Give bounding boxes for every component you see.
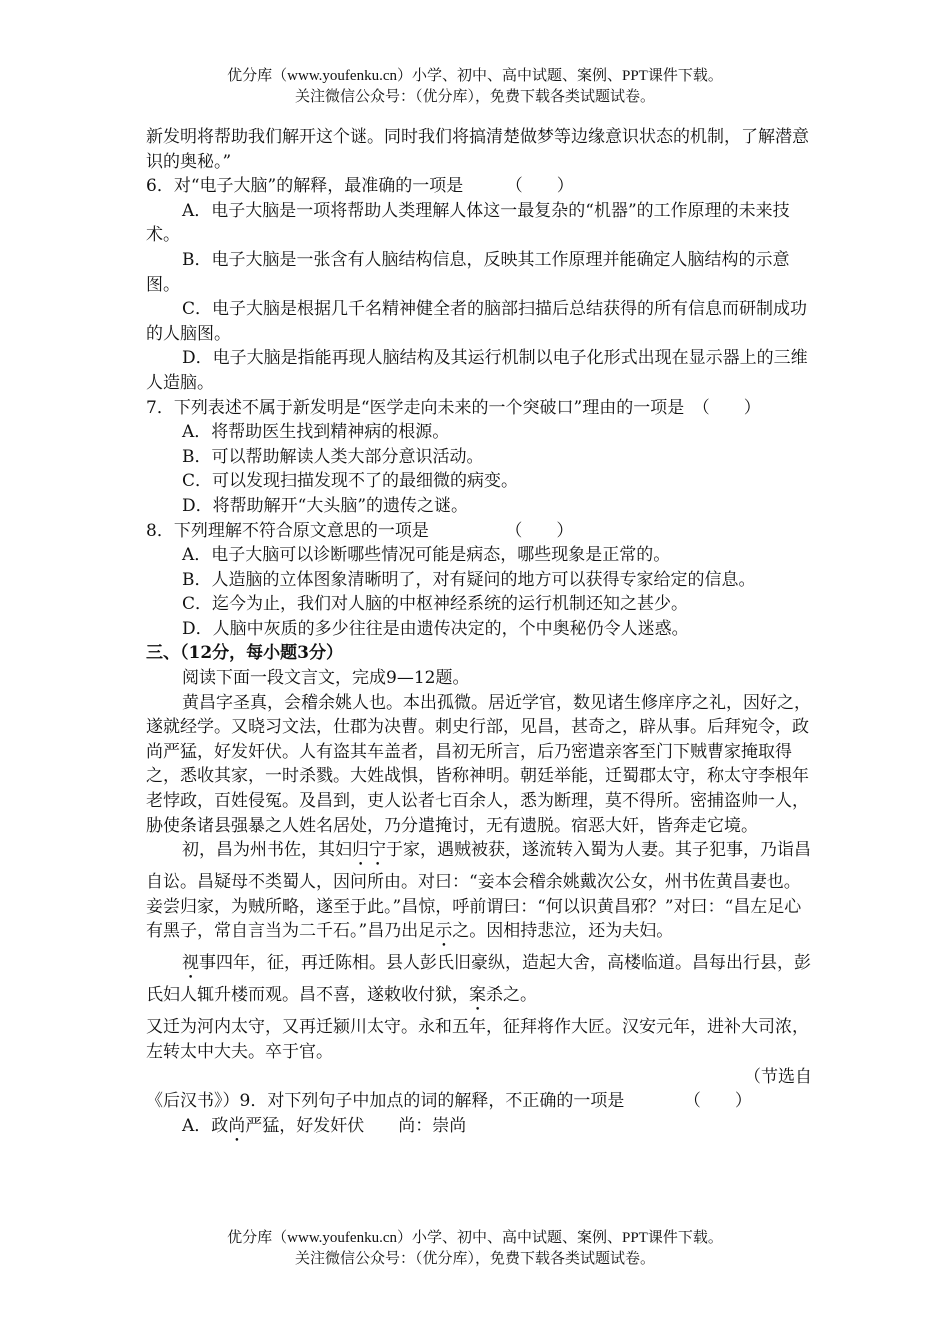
q7-option-a: A．将帮助医生找到精神病的根源。 (182, 422, 450, 443)
intro-continuation: 新发明将帮助我们解开这个谜。同时我们将搞清楚做梦等边缘意识状态的机制，了解潜意识的奥秘。” (146, 127, 809, 172)
source-book: 《后汉书》） (146, 1091, 240, 1112)
q8-option-a: A．电子大脑可以诊断哪些情况可能是病态，哪些现象是正常的。 (182, 545, 671, 566)
q7-option-d: D．将帮助解开“大头脑”的遗传之谜。 (182, 495, 469, 516)
q6-option-c: C．电子大脑是根据几千名精神健全者的脑部扫描后总结获得的所有信息而研制成功的人脑图。 (146, 299, 808, 344)
q9-stem: 9．对下列句子中加点的词的解释，不正确的一项是 （ ） (239, 1091, 752, 1112)
para3-text-c: 杀之。 (486, 985, 537, 1006)
q9-option-a (146, 1114, 812, 1146)
q9-option-a-text-a: A．政 (182, 1115, 229, 1136)
header-line-2: 关注微信公众号：（优分库），免费下载各类试题试卷。 (294, 89, 655, 105)
dotted-word-shang: 尚 (228, 1115, 246, 1136)
section-3-title: 三、（12分，每小题3分） (146, 643, 343, 664)
source-note: （节选自 (744, 1066, 812, 1087)
passage-paragraph-3 (146, 951, 812, 1015)
document-body (146, 125, 812, 1146)
dotted-word-shi: 示 (435, 921, 453, 942)
para2-text-c: 之。因相持悲泣，还为夫妇。 (452, 921, 674, 942)
q9-option-a-text-b: 严猛，好发奸伏 尚：崇尚 (245, 1115, 467, 1136)
footer-line-2: 关注微信公众号：（优分库），免费下载各类试题试卷。 (294, 1251, 655, 1267)
para3-text-b: 事四年，征，再迁陈相。县人彭氏旧豪纵，造起大舍，高楼临道。昌每出行县，彭氏妇人辄升楼而观。昌不喜，遂敕收付狱， (146, 953, 811, 1006)
para2-text-a: 初，昌为州书佐，其妇 (182, 840, 352, 861)
passage-paragraph-2 (146, 838, 812, 951)
dotted-word-shi-view: 视 (182, 953, 199, 974)
dotted-word-guining: 归宁 (352, 840, 386, 861)
q8-option-c: C．迄今为止，我们对人脑的中枢神经系统的运行机制还知之甚少。 (182, 594, 689, 615)
passage-paragraph-4: 又迁为河内太守，又再迁颍川太守。永和五年，征拜将作大匠。汉安元年，进补大司浓，左转太中大夫。卒于官。 (146, 1017, 809, 1062)
q8-option-b: B．人造脑的立体图象清晰明了，对有疑问的地方可以获得专家给定的信息。 (182, 569, 756, 590)
q7-option-c: C．可以发现扫描发现不了的最细微的病变。 (182, 471, 519, 492)
q6-stem: 6．对“电子大脑”的解释，最准确的一项是 （ ） (146, 176, 574, 197)
q8-stem: 8．下列理解不符合原文意思的一项是 （ ） (146, 520, 574, 541)
page-footer (0, 1228, 950, 1270)
header-line-1: 优分库（www.youfenku.cn）小学、初中、高中试题、案例、PPT课件下载。 (227, 68, 723, 84)
q7-stem: 7．下列表述不属于新发明是“医学走向未来的一个突破口”理由的一项是 （ ） (146, 397, 761, 418)
para2-text-b: 于家，遇贼被获，遂流转入蜀为人妻。其子犯事，乃诣昌自讼。昌疑母不类蜀人，因问所由。对曰：“妾本会稽余姚戴次公女，州书佐黄昌妻也。妾尝归家，为贼所略，遂至于此。”昌惊，呼前谓曰：“何以识黄昌邪？”对曰：“昌左足心有黑子，常自言当为二千石。”昌乃出足 (146, 840, 811, 942)
q6-option-d: D．电子大脑是指能再现人脑结构及其运行机制以电子化形式出现在显示器上的三维人造脑。 (146, 348, 808, 393)
q9-stem-line (146, 1089, 812, 1114)
passage-paragraph-1: 黄昌字圣真，会稽余姚人也。本出孤微。居近学官，数见诸生修庠序之礼，因好之，遂就经学。又晓习文法，仕郡为决曹。刺史行部，见昌，甚奇之，辟从事。后拜宛令，政尚严猛，好发奸伏。人有盗其车盖者，昌初无所言，后乃密遣亲客至门下贼曹家掩取得之，悉收其家，一时杀戮。大姓战惧，皆称神明。朝廷举能，迁蜀郡太守，称太守李根年老悖政，百姓侵冤。及昌到，吏人讼者七百余人，悉为断理，莫不得所。密捕盗帅一人，胁使条诸县强暴之人姓名居处，乃分遣掩讨，无有遗脱。宿恶大奸，皆奔走它境。 (146, 692, 811, 836)
q8-option-d: D．人脑中灰质的多少往往是由遗传决定的，个中奥秘仍令人迷惑。 (182, 618, 689, 639)
footer-line-1: 优分库（www.youfenku.cn）小学、初中、高中试题、案例、PPT课件下载。 (227, 1230, 723, 1246)
section-3-instruction: 阅读下面一段文言文，完成9—12题。 (182, 668, 470, 689)
q6-option-b: B．电子大脑是一张含有人脑结构信息，反映其工作原理并能确定人脑结构的示意图。 (146, 249, 790, 295)
dotted-word-an: 案 (469, 985, 486, 1006)
q7-option-b: B．可以帮助解读人类大部分意识活动。 (182, 446, 484, 467)
q6-option-a: A．电子大脑是一项将帮助人类理解人体这一最复杂的“机器”的工作原理的未来技术。 (146, 200, 790, 246)
page-header (0, 66, 950, 108)
